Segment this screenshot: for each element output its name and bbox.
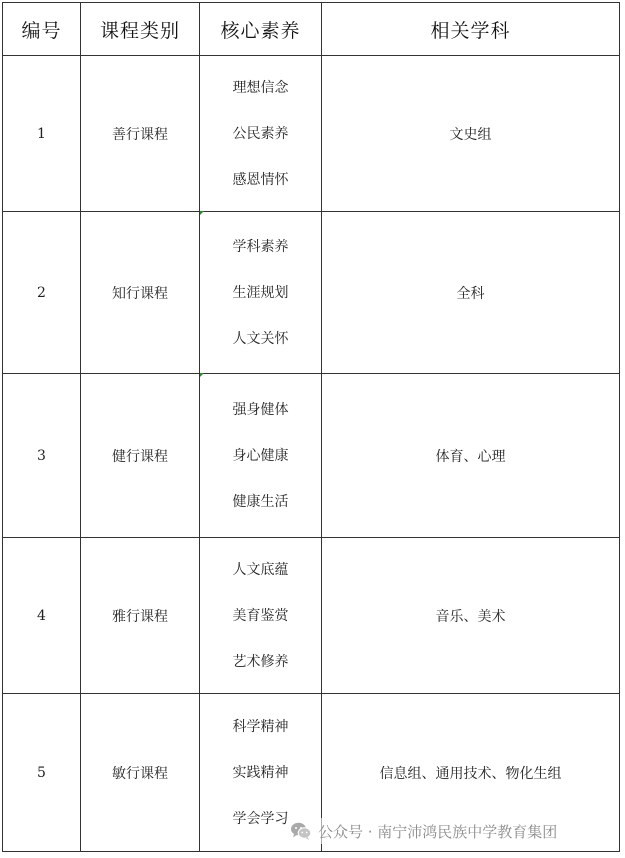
header-number: 编号 [3, 3, 81, 56]
core-competency-item: 生涯规划 [232, 284, 289, 301]
core-competency-cell [200, 212, 322, 374]
core-competency-item: 实践精神 [232, 764, 289, 781]
wechat-icon [290, 821, 312, 841]
core-competency-item: 强身健体 [232, 401, 289, 418]
header-row [3, 3, 620, 56]
core-competency-item: 公民素养 [232, 125, 289, 142]
core-competency-cell [200, 56, 322, 212]
core-competency-item: 学科素养 [232, 238, 289, 255]
course-category: 敏行课程 [81, 694, 200, 852]
row-number: 5 [3, 694, 81, 852]
core-competency-item: 美育鉴赏 [232, 607, 289, 624]
related-subjects: 信息组、通用技术、物化生组 [322, 694, 620, 852]
table-row [3, 56, 620, 212]
watermark-text: 公众号 · 南宁沛鸿民族中学教育集团 [318, 822, 558, 841]
core-competency-item: 人文关怀 [232, 330, 289, 347]
wechat-watermark [290, 818, 557, 844]
row-number: 4 [3, 538, 81, 694]
related-subjects: 体育、心理 [322, 374, 620, 538]
related-subjects: 文史组 [322, 56, 620, 212]
row-number: 2 [3, 212, 81, 374]
row-number: 3 [3, 374, 81, 538]
core-competency-item: 人文底蕴 [232, 561, 289, 578]
core-competency-item: 科学精神 [232, 718, 289, 735]
header-course-category: 课程类别 [81, 3, 200, 56]
core-competency-item: 健康生活 [232, 493, 289, 510]
related-subjects: 全科 [322, 212, 620, 374]
table-row [3, 212, 620, 374]
core-competency-item: 理想信念 [232, 79, 289, 96]
cell-marker-icon [200, 211, 204, 215]
curriculum-table [2, 2, 620, 852]
core-competency-item: 学会学习 [232, 810, 289, 827]
row-number: 1 [3, 56, 81, 212]
header-related-subjects: 相关学科 [322, 3, 620, 56]
core-competency-item: 艺术修养 [232, 653, 289, 670]
course-category: 健行课程 [81, 374, 200, 538]
course-category: 善行课程 [81, 56, 200, 212]
core-competency-item: 身心健康 [232, 447, 289, 464]
table-row [3, 538, 620, 694]
core-competency-item: 感恩情怀 [232, 171, 289, 188]
header-core-competency: 核心素养 [200, 3, 322, 56]
table-row [3, 374, 620, 538]
course-category: 知行课程 [81, 212, 200, 374]
core-competency-cell [200, 374, 322, 538]
related-subjects: 音乐、美术 [322, 538, 620, 694]
cell-marker-icon [200, 373, 204, 377]
core-competency-cell [200, 538, 322, 694]
course-category: 雅行课程 [81, 538, 200, 694]
